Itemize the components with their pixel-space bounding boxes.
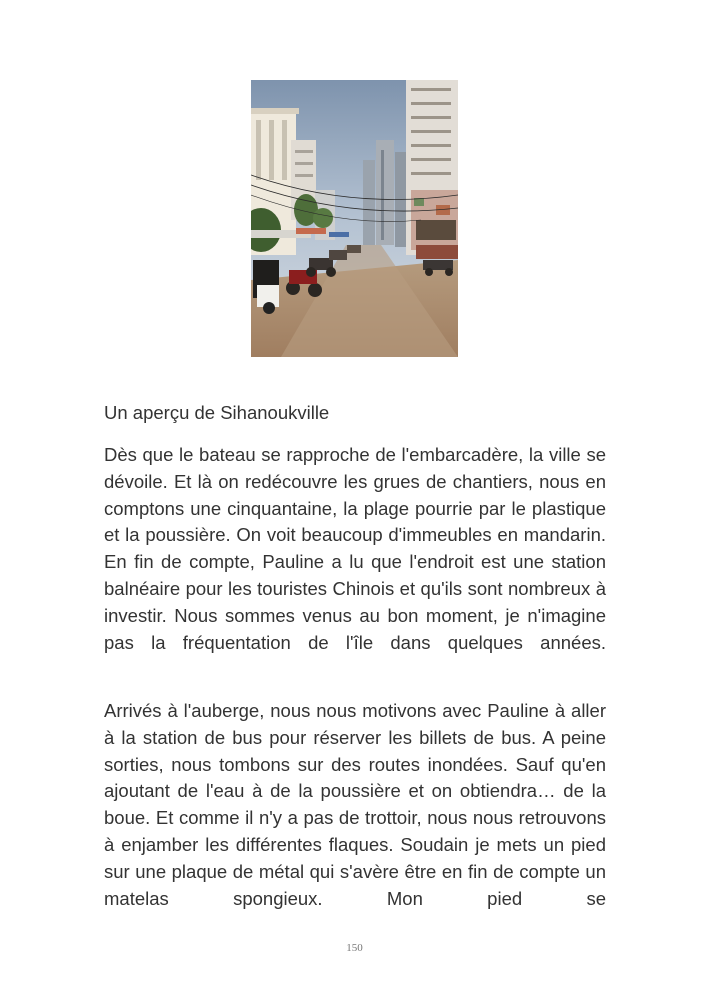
page-number: 150 bbox=[346, 942, 363, 954]
street-photo bbox=[251, 80, 458, 357]
body-paragraph: Arrivés à l'auberge, nous nous motivons avec Pauline à aller à la station de bus pour réserver les billets de bus. A peine sorties, nous tombons sur des routes inondées. Sauf qu'en ajoutant de l'eau à de la poussière et on obtiendra… de la boue. Et comme il n'y a pas de trottoir, nous nous retrouvons à enjamber les différentes flaques. Soudain je mets un pied sur une plaque de métal qui s'avère être en fin de compte un matelas spongieux. Mon pied se bbox=[104, 700, 606, 909]
figure-caption: Un aperçu de Sihanoukville bbox=[104, 402, 330, 423]
body-paragraph: Dès que le bateau se rapproche de l'embarcadère, la ville se dévoile. Et là on redécouvre les grues de chantiers, nous en comptons une cinquantaine, la plage pourrie par le plastique et la poussière. On voit beaucoup d'immeubles en mandarin. En fin de compte, Pauline a lu que l'endroit est une station balnéaire pour les touristes Chinois et qu'ils sont nombreux à investir. Nous sommes venus au bon moment, je n'imagine pas la fréquentation de l'île dans quelques années. bbox=[104, 444, 606, 653]
